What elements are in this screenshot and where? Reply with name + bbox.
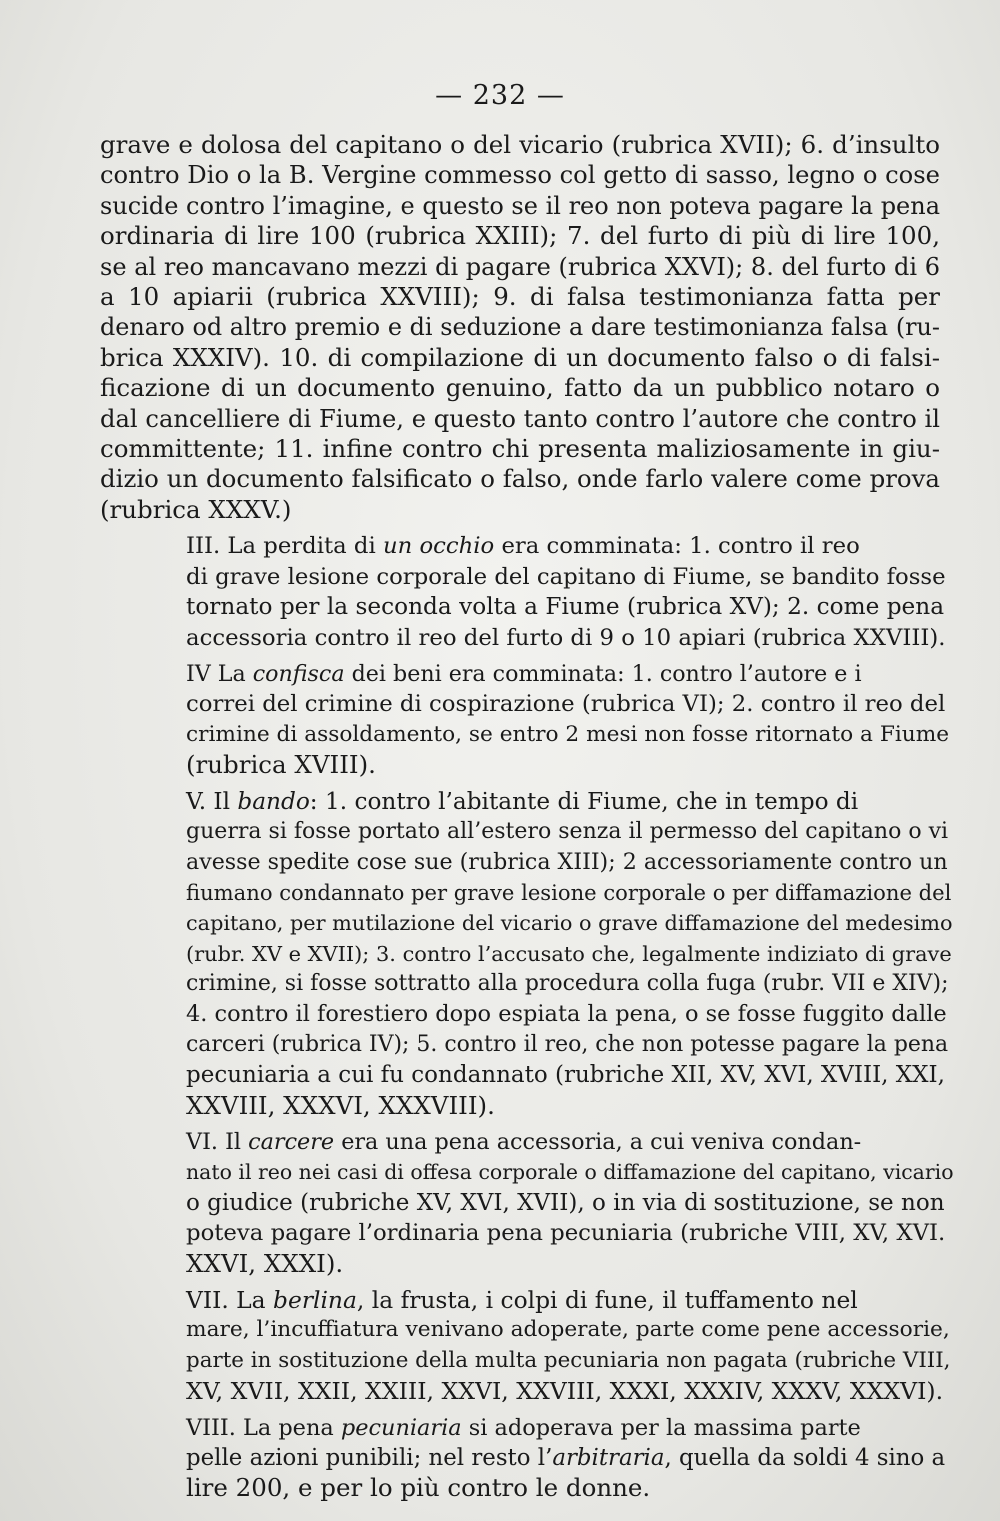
paragraph <box>100 1285 951 1407</box>
text-line: tornato per la seconda volta a Fiume (rubrica XV); 2. come pena <box>186 593 945 621</box>
text-line: (rubrica XXXV.) <box>100 494 292 524</box>
text-line: crimine, si fosse sottratto alla procedura colla fuga (rubr. VII e XIV); <box>186 970 949 996</box>
text-line: carceri (rubrica IV); 5. contro il reo, che non potesse pagare la pena <box>186 1031 949 1057</box>
text-line: fiumano condannato per grave lesione corporale o per diffamazione del <box>186 879 952 905</box>
paragraph <box>100 1127 954 1279</box>
text-line: (rubr. XV e XVII); 3. contro l’accusato che, legalmente indiziato di grave <box>186 941 952 966</box>
text-line: capitano, per mutilazione del vicario o grave diffamazione del medesimo <box>186 911 953 936</box>
text-line: nato il reo nei casi di offesa corporale o diffamazione del capitano, vicario <box>186 1160 954 1185</box>
page-body <box>100 130 954 1504</box>
text-line: pecuniaria a cui fu condannato (rubriche XII, XV, XVI, XVIII, XXI, <box>186 1062 945 1089</box>
text-line: correi del crimine di cospirazione (rubrica VI); 2. contro il reo del <box>186 691 946 718</box>
text-line: ficazione di un documento genuino, fatto da un pubblico notaro o <box>100 373 940 403</box>
text-line: dal cancelliere di Fiume, e questo tanto contro l’autore che contro il <box>100 404 940 433</box>
text-line: VIII. La pena pecuniaria si adoperava per la massima parte <box>186 1414 861 1441</box>
text-line: denaro od altro premio e di seduzione a dare testimonianza falsa (ru- <box>100 313 940 342</box>
text-line: o giudice (rubriche XV, XVI, XVII), o in via di sostituzione, se non <box>186 1189 945 1216</box>
text-line: crimine di assoldamento, se entro 2 mesi non fosse ritornato a Fiume <box>186 721 950 747</box>
text-line: accessoria contro il reo del furto di 9 o 10 apiari (rubrica XXVIII). <box>186 624 946 651</box>
text-line: mare, l’incuffiatura venivano adoperate, parte come pene accessorie, <box>186 1317 950 1343</box>
paragraph <box>100 130 940 525</box>
text-line: brica XXXIV). 10. di compilazione di un documento falso o di falsi- <box>100 342 940 372</box>
text-line: pelle azioni punibili; nel resto l’arbitraria, quella da soldi 4 sino a <box>186 1445 946 1472</box>
text-line: 4. contro il forestiero dopo espiata la pena, o se fosse fuggito dalle <box>186 1001 947 1028</box>
paragraph <box>100 531 946 653</box>
text-line: parte in sostituzione della multa pecuniaria non pagata (rubriche VIII, <box>186 1347 951 1373</box>
text-line: XXVI, XXXI). <box>186 1248 344 1278</box>
text-line: VI. Il carcere era una pena accessoria, a cui veniva condan- <box>186 1129 862 1155</box>
text-line: grave e dolosa del capitano o del vicario (rubrica XVII); 6. d’insulto <box>100 130 940 159</box>
text-line: se al reo mancavano mezzi di pagare (rubrica XXVI); 8. del furto di 6 <box>100 252 940 281</box>
text-line: IV La confisca dei beni era comminata: 1. contro l’autore e i <box>186 660 862 687</box>
text-line: V. Il bando: 1. contro l’abitante di Fiume, che in tempo di <box>186 787 859 815</box>
text-line: XV, XVII, XXII, XXIII, XXVI, XXVIII, XXXI, XXXIV, XXXV, XXXVI). <box>186 1377 944 1406</box>
text-line: committente; 11. infine contro chi presenta maliziosamente in giu- <box>100 434 940 464</box>
text-line: a 10 apiarii (rubrica XXVIII); 9. di falsa testimonianza fatta per <box>100 282 940 312</box>
text-line: contro Dio o la B. Vergine commesso col getto di sasso, legno o cose <box>100 161 940 190</box>
text-line: guerra si fosse portato all’estero senza il permesso del capitano o vi <box>186 818 949 844</box>
text-line: avesse spedite cose sue (rubrica XIII); 2 accessoriamente contro un <box>186 849 948 876</box>
text-line: (rubrica XVIII). <box>186 750 376 780</box>
text-line: ordinaria di lire 100 (rubrica XXIII); 7. del furto di più di lire 100, <box>100 221 940 251</box>
paragraph <box>100 1413 946 1504</box>
text-line: XXVIII, XXXVI, XXXVIII). <box>186 1090 495 1120</box>
text-line: di grave lesione corporale del capitano di Fiume, se bandito fosse <box>186 563 946 590</box>
text-line: III. La perdita di un occhio era comminata: 1. contro il reo <box>186 533 860 560</box>
page-number: — 232 — <box>435 80 565 111</box>
paragraph <box>100 787 953 1121</box>
paragraph <box>100 659 950 781</box>
text-line: dizio un documento falsificato o falso, onde farlo valere come prova <box>100 464 940 494</box>
text-line: VII. La berlina, la frusta, i colpi di fune, il tuffamento nel <box>186 1286 858 1315</box>
text-line: lire 200, e per lo più contro le donne. <box>186 1473 651 1503</box>
text-line: sucide contro l’imagine, e questo se il reo non poteva pagare la pena <box>100 191 940 220</box>
text-line: poteva pagare l’ordinaria pena pecuniaria (rubriche VIII, XV, XVI. <box>186 1220 946 1247</box>
